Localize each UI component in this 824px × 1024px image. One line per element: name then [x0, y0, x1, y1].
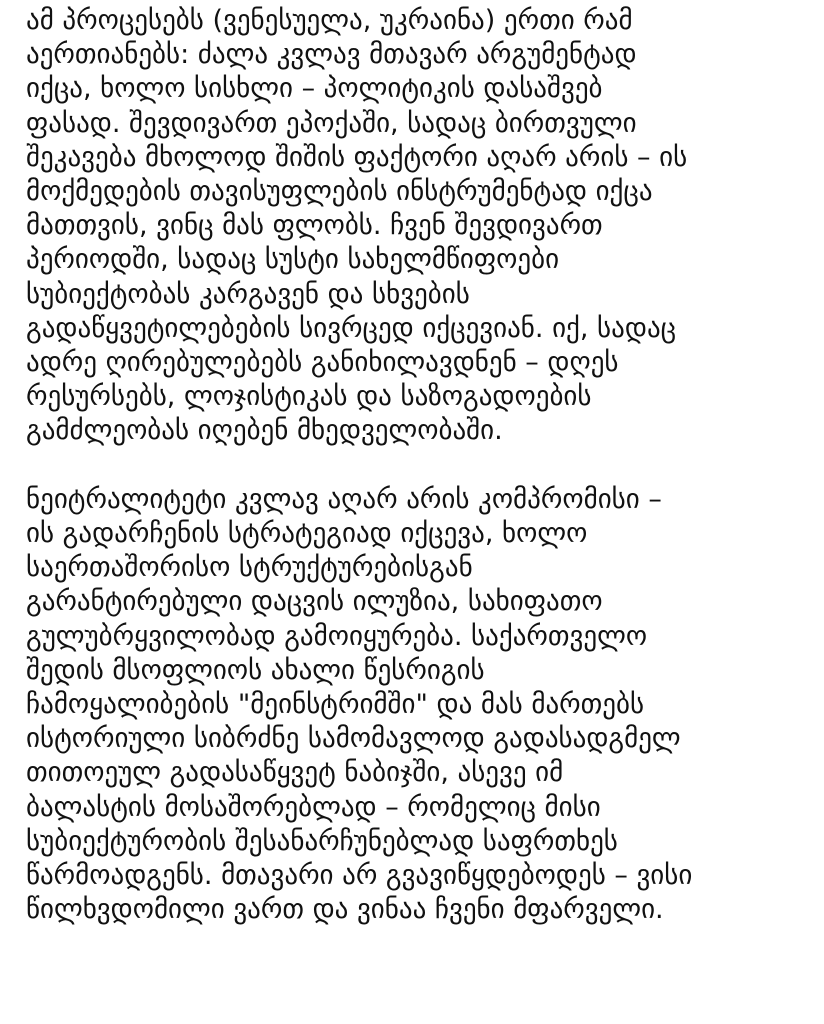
text-line: შედის მსოფლიოს ახალი წესრიგის: [26, 654, 485, 686]
text-line: გარანტირებული დაცვის ილუზია, სახიფათო: [26, 586, 603, 618]
text-line: შეკავება მხოლოდ შიშის ფაქტორი აღარ არის – ის: [26, 141, 688, 173]
text-line: გულუბრყვილობად გამოიყურება. საქართველო: [26, 620, 648, 652]
text-line: სუბიექტობას კარგავენ და სხვების: [26, 278, 470, 310]
text-line: მოქმედების თავისუფლების ინსტრუმენტად იქცა: [26, 176, 653, 208]
text-line: წარმოადგენს. მთავარი არ გვავიწყდებოდეს – ვისი: [26, 860, 693, 892]
text-line: ჩამოყალიბების "მეინსტრიმში" და მას მართებს: [26, 689, 645, 721]
paragraph-2: [26, 483, 816, 928]
text-line: თითოეულ გადასაწყვეტ ნაბიჯში, ასევე იმ: [26, 757, 564, 789]
text-line: სუბიექტურობის შესანარჩუნებლად საფრთხეს: [26, 825, 618, 857]
text-line: აერთიანებს: ძალა კვლავ მთავარ არგუმენტად: [26, 39, 637, 71]
text-line: ადრე ღირებულებებს განიხილავდნენ – დღეს: [26, 347, 619, 379]
text-line: ნეიტრალიტეტი კვლავ აღარ არის კომპრომისი –: [26, 483, 662, 515]
text-line: მათთვის, ვინც მას ფლობს. ჩვენ შევდივართ: [26, 210, 603, 242]
text-line: იქცა, ხოლო სისხლი – პოლიტიკის დასაშვებ: [26, 73, 603, 105]
text-line: ისტორიული სიბრძნე სამომავლოდ გადასადგმელ: [26, 723, 681, 755]
text-line: ის გადარჩენის სტრატეგიად იქცევა, ხოლო: [26, 518, 588, 550]
text-line: გადაწყვეტილებების სივრცედ იქცევიან. იქ, სადაც: [26, 312, 677, 344]
text-line: ფასად. შევდივართ ეპოქაში, სადაც ბირთვული: [26, 107, 637, 139]
text-line: რესურსებს, ლოჯისტიკას და საზოგადოების: [26, 381, 592, 413]
text-line: გამძლეობას იღებენ მხედველობაში.: [26, 415, 503, 447]
text-line: წილხვდომილი ვართ და ვინაა ჩვენი მფარველი.: [26, 894, 664, 926]
text-line: საერთაშორისო სტრუქტურებისგან: [26, 552, 473, 584]
text-line: ბალასტის მოსაშორებლად – რომელიც მისი: [26, 791, 601, 823]
text-line: ამ პროცესებს (ვენესუელა, უკრაინა) ერთი რამ: [26, 5, 633, 36]
text-line: პერიოდში, სადაც სუსტი სახელმწიფოები: [26, 244, 560, 276]
paragraph-1: [26, 4, 816, 449]
document-page: [26, 4, 816, 927]
